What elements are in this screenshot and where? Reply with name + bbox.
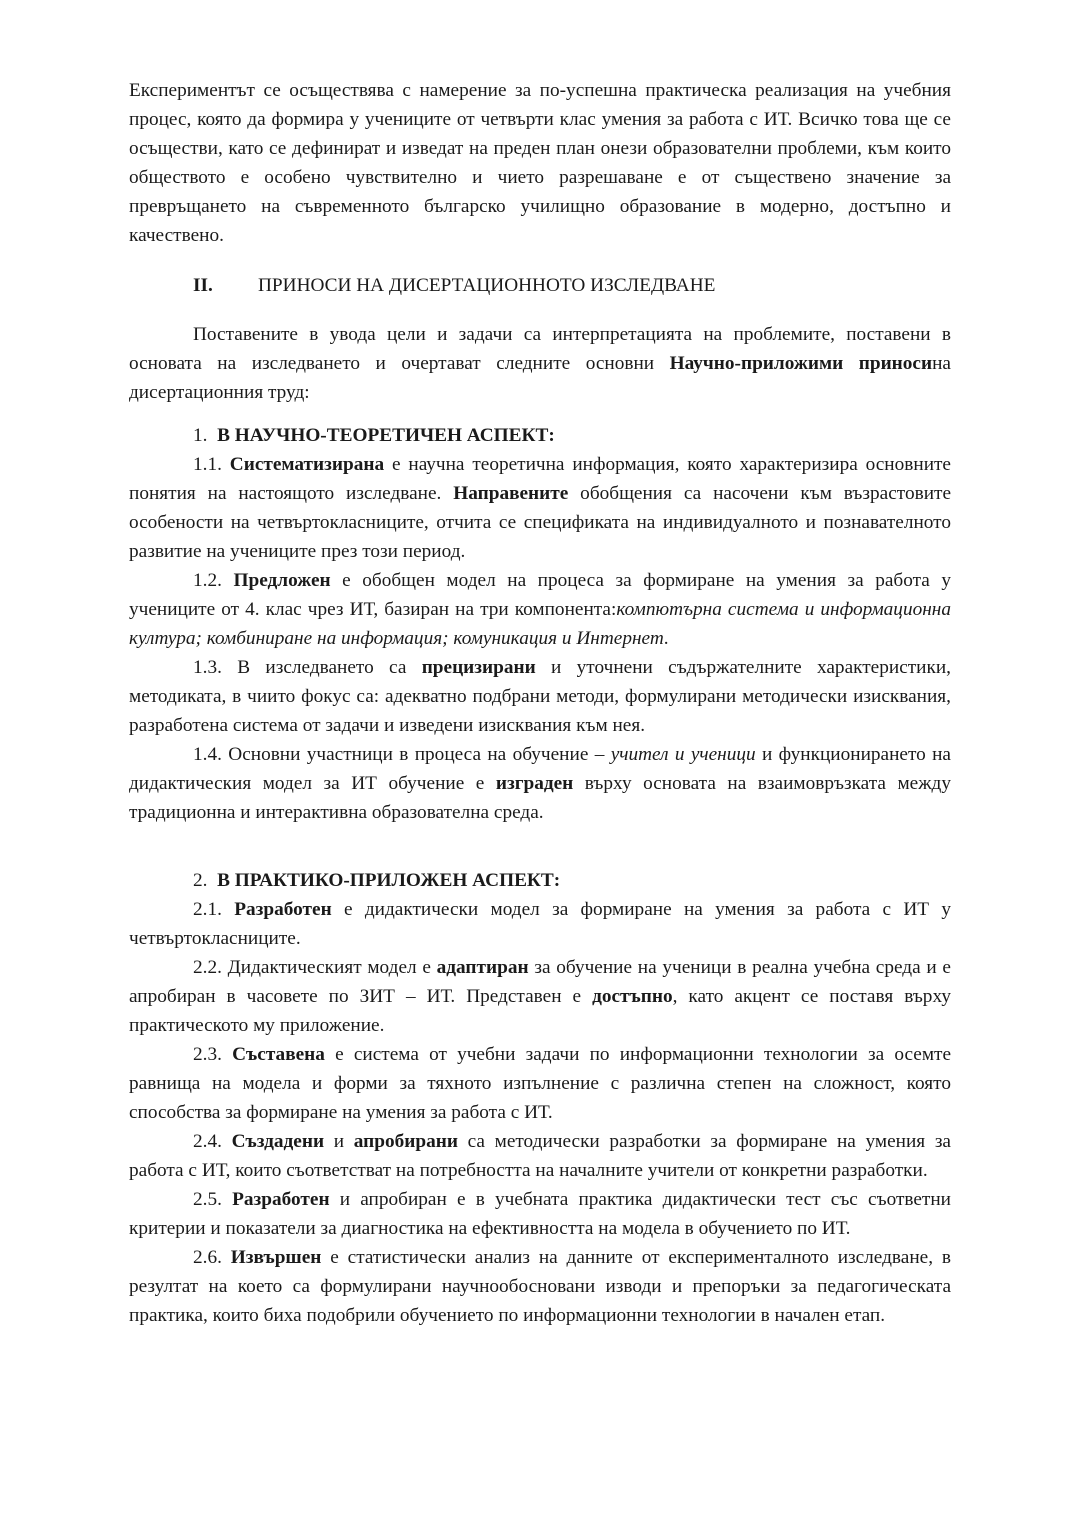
list-item-1-4 [129, 740, 951, 827]
item-italic: учител и ученици [610, 744, 756, 765]
item-number: 1.1. [193, 454, 222, 475]
item-text: е обобщен модел на процеса за формиране на умения за работа у учениците от 4. клас чрез ИТ, базиран на три компонента: [129, 570, 951, 620]
item-bold: Извършен [230, 1247, 322, 1268]
item-number: 2.1. [193, 899, 222, 920]
item-bold: Съставена [232, 1044, 325, 1065]
item-bold: апробирани [353, 1131, 458, 1152]
item-number: 2.5. [193, 1189, 222, 1210]
item-number: 1.3. [193, 657, 222, 678]
section-heading [129, 271, 951, 300]
item-text: , като акцент се поставя върху практическото му приложение. [129, 986, 951, 1036]
section-title: ПРИНОСИ НА ДИСЕРТАЦИОННОТО ИЗСЛЕДВАНЕ [258, 275, 716, 296]
list-item-1-1 [129, 450, 951, 566]
item-bold: Систематизирана [229, 454, 385, 475]
item-text: върху основата на взаимовръзката между традиционна и интерактивна образователна среда. [129, 773, 951, 823]
aspect1-number: 1. [193, 425, 208, 446]
aspect2-title: В ПРАКТИКО-ПРИЛОЖЕН АСПЕКТ: [217, 870, 561, 891]
aspect1-heading [129, 421, 951, 450]
section-intro-paragraph [129, 320, 951, 407]
item-text: Основни участници в процеса на обучение – [228, 744, 611, 765]
intro-paragraph: Експериментът се осъществява с намерение за по-успешна практическа реализация на учебния процес, която да формира у учениците от четвърти клас умения за работа с ИТ. Всичко това ще се осъществи, като се дефинират и изведат на преден план онези образователни проблеми, към които обществото е особено чувствително и чието разрешаване е от съществено значение за превръщането на съвременното българско училищно образование в модерно, достъпно и качествено. [129, 80, 951, 246]
section-intro-text: Поставените в увода цели и задачи са интерпретацията на проблемите, поставени в основата на изследването и очертават следните основни [129, 324, 951, 374]
list-item-2-6 [129, 1243, 951, 1330]
item-bold: Разработен [234, 899, 332, 920]
item-bold: достъпно [592, 986, 673, 1007]
spacer [129, 827, 951, 852]
item-text: Дидактическият модел е [227, 957, 437, 978]
item-number: 1.2. [193, 570, 222, 591]
item-text: е статистически анализ на данните от експерименталното изследване, в резултат на което са формулирани научнообосновани изводи и препоръки за педагогическата практика, които биха подобрили обучението по информационни технологии в начален етап. [129, 1247, 951, 1326]
list-item-2-3 [129, 1040, 951, 1127]
aspect2-heading [129, 866, 951, 895]
item-bold: адаптиран [436, 957, 529, 978]
item-text: за обучение на ученици в реална учебна среда и е апробиран в часовете по ЗИТ – ИТ. Представен е [129, 957, 951, 1007]
list-item-1-2 [129, 566, 951, 653]
item-bold: изграден [495, 773, 574, 794]
item-text: . [663, 628, 669, 649]
item-text: и апробиран е в учебната практика дидактически тест със съответни критерии и показатели за диагностика на ефективността на модела в обучението по ИТ. [129, 1189, 951, 1239]
item-text: е научна теоретична информация, която характеризира основните понятия на настоящото изследване. [129, 454, 951, 504]
item-text: и [324, 1131, 354, 1152]
item-bold: Предложен [233, 570, 331, 591]
document-body [129, 76, 951, 1330]
item-text: са методически разработки за формиране на умения за работа с ИТ, които съответстват на потребността на началните учители от конкретни разработки. [129, 1131, 951, 1181]
item-number: 1.4. [193, 744, 222, 765]
item-text: е система от учебни задачи по информационни технологии за осемте равнища на модела и форми за тяхното изпълнение с различна степен на сложност, която способства за формиране на умения за работа с ИТ. [129, 1044, 952, 1123]
item-bold: Разработен [232, 1189, 330, 1210]
list-item-2-4 [129, 1127, 951, 1185]
item-bold: Създадени [231, 1131, 325, 1152]
list-item-2-5 [129, 1185, 951, 1243]
aspect2-number: 2. [193, 870, 208, 891]
item-text: е дидактически модел за формиране на умения за работа с ИТ у четвъртокласниците. [129, 899, 951, 949]
aspect1-title: В НАУЧНО-ТЕОРЕТИЧЕН АСПЕКТ: [217, 425, 555, 446]
item-number: 2.2. [193, 957, 222, 978]
item-text: В изследването са [237, 657, 422, 678]
item-text: обобщения са насочени към възрастовите особености на четвъртокласниците, отчита се спецификата на индивидуалното и познавателното развитие на учениците през този период. [129, 483, 951, 562]
item-bold: Направените [453, 483, 569, 504]
item-number: 2.3. [193, 1044, 222, 1065]
section-number: II. [193, 275, 213, 296]
list-item-2-1 [129, 895, 951, 953]
list-item-1-3 [129, 653, 951, 740]
section-intro-tail: на дисертационния труд: [129, 353, 951, 403]
item-italic: компютърна система и информационна култура; комбиниране на информация; комуникация и Интернет [129, 599, 952, 649]
item-bold: прецизирани [421, 657, 536, 678]
list-item-2-2 [129, 953, 951, 1040]
item-text: и уточнени съдържателните характеристики, методиката, в чиито фокус са: адекватно подбрани методи, формулирани методически изисквания, разработена система от задачи и изведени изисквания към нея. [129, 657, 952, 736]
section-intro-bold: Научно-приложими приноси [669, 353, 933, 374]
item-number: 2.6. [193, 1247, 222, 1268]
item-number: 2.4. [193, 1131, 222, 1152]
item-text: и функционирането на дидактическия модел за ИТ обучение е [129, 744, 951, 794]
